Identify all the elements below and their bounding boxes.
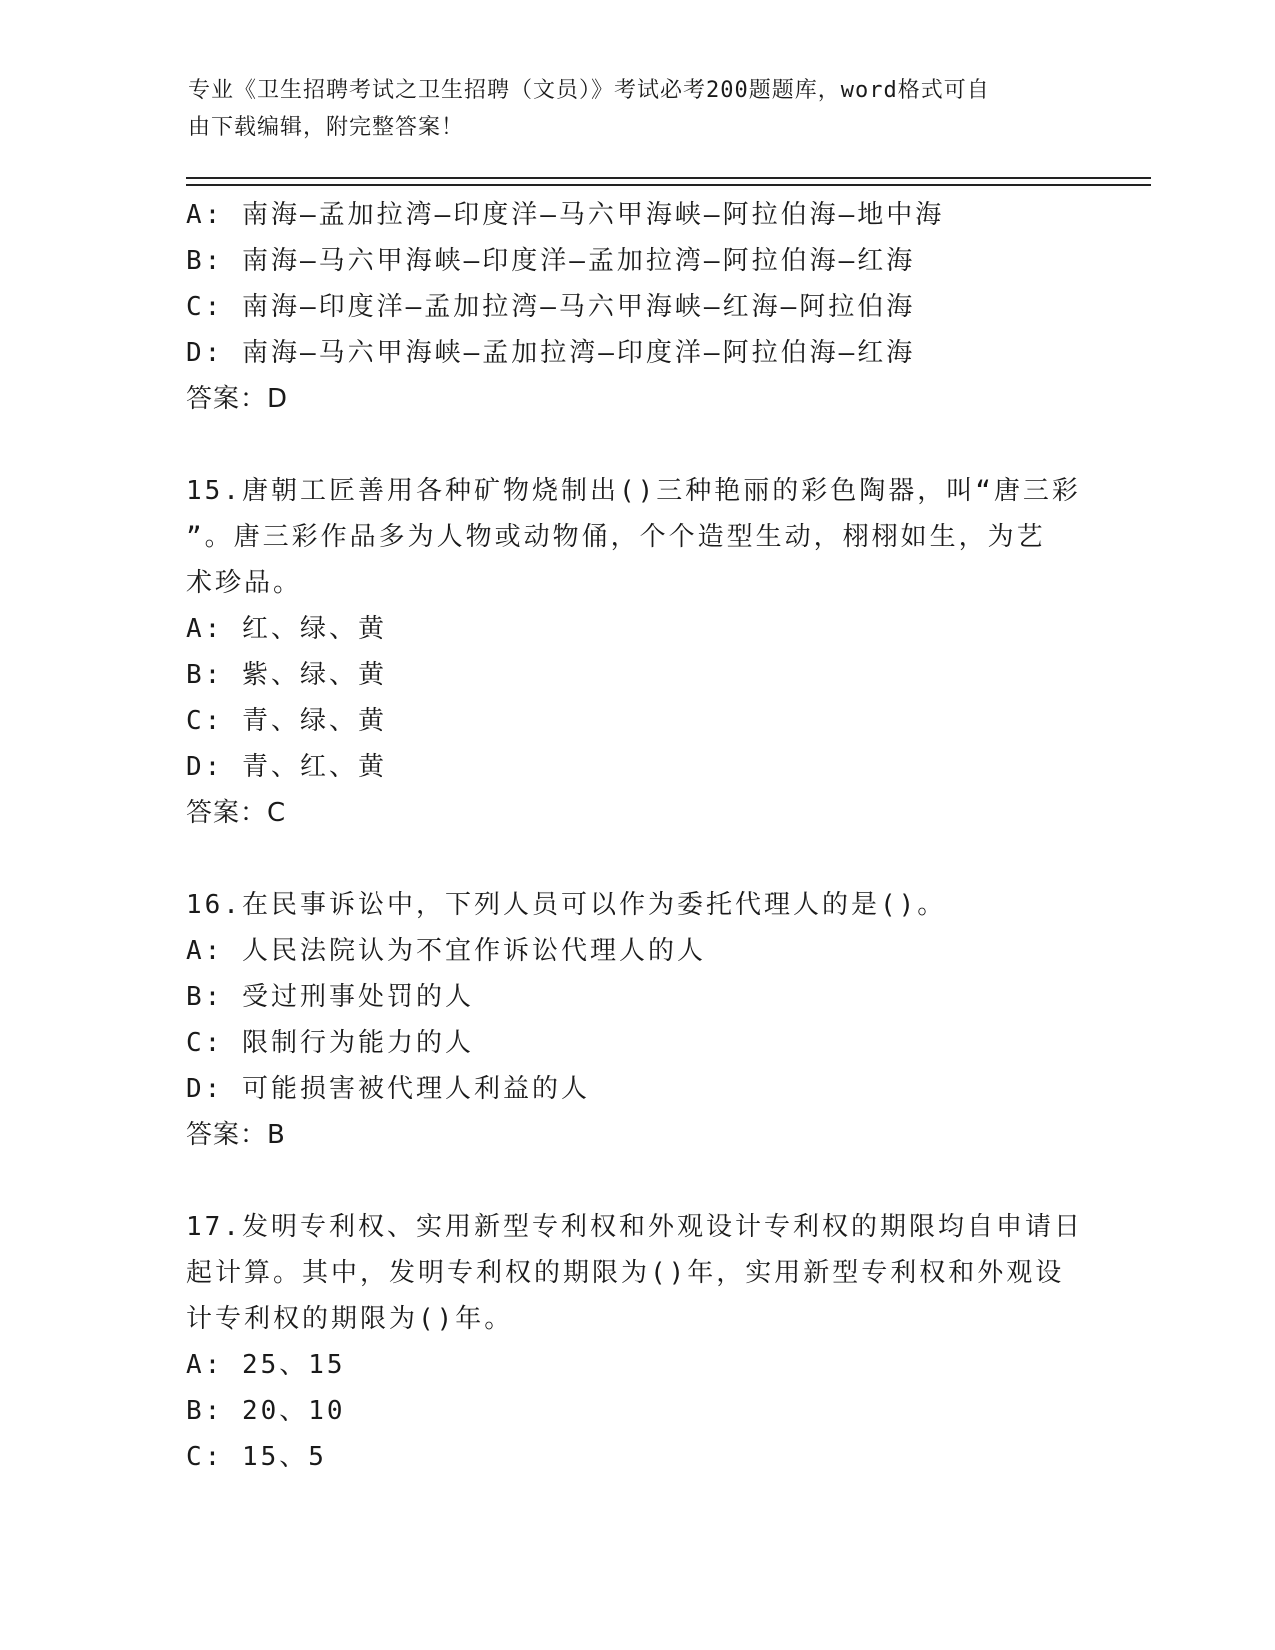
option-d: D: 南海—马六甲海峡—孟加拉湾—印度洋—阿拉伯海—红海 <box>186 338 916 368</box>
question-17 <box>186 1204 1086 1480</box>
option-b: B: 20、10 <box>186 1396 346 1426</box>
option-a: A: 25、15 <box>186 1350 346 1380</box>
question-text-line: 15.唐朝工匠善用各种矿物烧制出()三种艳丽的彩色陶器，叫“唐三彩 <box>186 476 1081 506</box>
option-d: D: 可能损害被代理人利益的人 <box>186 1074 590 1104</box>
answer: 答案：C <box>186 798 287 828</box>
answer: 答案：B <box>186 1120 286 1150</box>
option-a: A: 南海—孟加拉湾—印度洋—马六甲海峡—阿拉伯海—地中海 <box>186 200 945 230</box>
spacer <box>186 836 1086 882</box>
spacer <box>186 1158 1086 1204</box>
option-b: B: 南海—马六甲海峡—印度洋—孟加拉湾—阿拉伯海—红海 <box>186 246 916 276</box>
question-text-line: 术珍品。 <box>186 568 303 598</box>
header-line-2: 由下载编辑，附完整答案！ <box>188 115 465 140</box>
question-text-line: 17.发明专利权、实用新型专利权和外观设计专利权的期限均自申请日 <box>186 1212 1083 1242</box>
header-rule-top <box>186 177 1151 179</box>
question-text-line: 计专利权的期限为()年。 <box>186 1304 514 1334</box>
answer: 答案：D <box>186 384 289 414</box>
question-text-line: ”。唐三彩作品多为人物或动物俑，个个造型生动，栩栩如生，为艺 <box>186 522 1046 552</box>
document-header <box>188 72 1068 146</box>
option-b: B: 受过刑事处罚的人 <box>186 982 474 1012</box>
spacer <box>186 422 1086 468</box>
question-14 <box>186 192 1086 422</box>
question-15 <box>186 468 1086 836</box>
option-d: D: 青、红、黄 <box>186 752 387 782</box>
header-rule-bottom <box>186 184 1151 186</box>
question-text-line: 起计算。其中，发明专利权的期限为()年，实用新型专利权和外观设 <box>186 1258 1065 1288</box>
option-c: C: 南海—印度洋—孟加拉湾—马六甲海峡—红海—阿拉伯海 <box>186 292 916 322</box>
option-a: A: 人民法院认为不宜作诉讼代理人的人 <box>186 936 706 966</box>
option-c: C: 15、5 <box>186 1442 327 1472</box>
option-c: C: 青、绿、黄 <box>186 706 387 736</box>
header-line-1: 专业《卫生招聘考试之卫生招聘（文员）》考试必考200题题库，word格式可自 <box>188 78 990 103</box>
question-list <box>186 192 1086 1480</box>
option-c: C: 限制行为能力的人 <box>186 1028 474 1058</box>
question-text-line: 16.在民事诉讼中，下列人员可以作为委托代理人的是()。 <box>186 890 947 920</box>
option-b: B: 紫、绿、黄 <box>186 660 387 690</box>
option-a: A: 红、绿、黄 <box>186 614 387 644</box>
question-16 <box>186 882 1086 1158</box>
